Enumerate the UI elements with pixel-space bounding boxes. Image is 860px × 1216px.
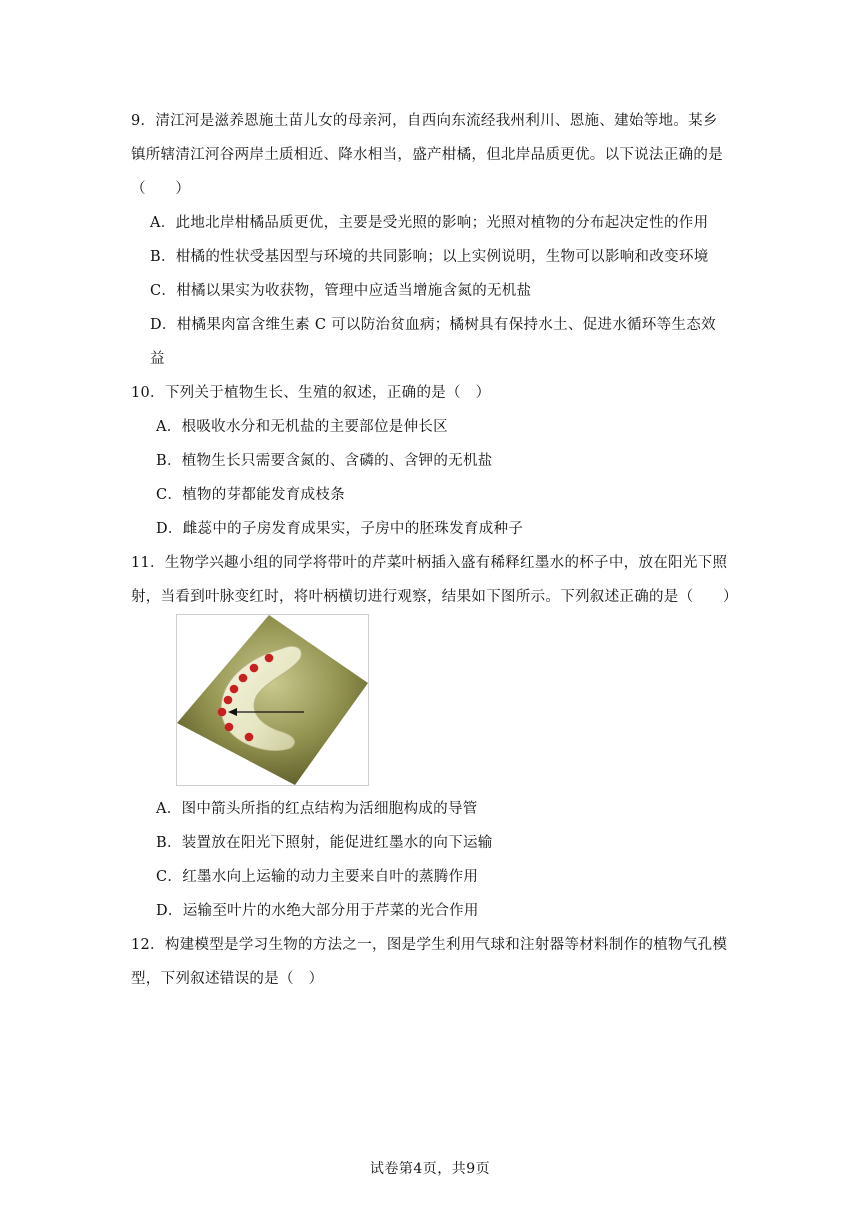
page-footer: 试卷第4页，共9页 <box>369 1161 491 1177</box>
photo-background <box>177 615 368 785</box>
question-11-option-d[interactable]: D．运输至叶片的水绝大部分用于芹菜的光合作用 <box>156 903 479 919</box>
red-dot <box>265 654 274 663</box>
question-10-option-b[interactable]: B．植物生长只需要含氮的、含磷的、含钾的无机盐 <box>156 453 493 469</box>
celery-petiole-cross-section-image <box>176 614 369 786</box>
question-10-stem: 10．下列关于植物生长、生殖的叙述，正确的是（ ） <box>131 385 491 401</box>
petiole-illustration <box>177 615 368 785</box>
question-9-option-d[interactable]: D．柑橘果肉富含维生素 C 可以防治贫血病；橘树具有保持水土、促进水循环等生态效 <box>150 317 716 333</box>
question-9-option-c[interactable]: C．柑橘以果实为收获物，管理中应适当增施含氮的无机盐 <box>150 283 532 299</box>
question-10-option-d[interactable]: D．雌蕊中的子房发育成果实，子房中的胚珠发育成种子 <box>156 521 524 537</box>
question-12-stem-line-1: 12．构建模型是学习生物的方法之一，图是学生利用气球和注射器等材料制作的植物气孔模 <box>131 937 728 953</box>
red-dot <box>224 696 233 705</box>
red-dot <box>239 674 248 683</box>
red-dot <box>230 685 239 694</box>
red-dot <box>245 733 254 742</box>
question-11-option-a[interactable]: A．图中箭头所指的红点结构为活细胞构成的导管 <box>156 801 478 817</box>
question-9-stem-line-3: （ ） <box>131 181 191 197</box>
question-9-option-b[interactable]: B．柑橘的性状受基因型与环境的共同影响；以上实例说明，生物可以影响和改变环境 <box>150 249 709 265</box>
question-9-option-a[interactable]: A．此地北岸柑橘品质更优，主要是受光照的影响；光照对植物的分布起决定性的作用 <box>150 215 709 231</box>
question-11-stem-line-2: 射，当看到叶脉变红时，将叶柄横切进行观察，结果如下图所示。下列叙述正确的是（ ） <box>131 589 738 605</box>
question-10-option-c[interactable]: C．植物的芽都能发育成枝条 <box>156 487 345 503</box>
question-9-stem-line-1: 9．清江河是滋养恩施土苗儿女的母亲河，自西向东流经我州利川、恩施、建始等地。某乡 <box>131 113 718 129</box>
red-dot <box>218 708 227 717</box>
question-12-stem-line-2: 型，下列叙述错误的是（ ） <box>131 971 324 987</box>
question-11-stem-line-1: 11．生物学兴趣小组的同学将带叶的芹菜叶柄插入盛有稀释红墨水的杯子中，放在阳光下照 <box>131 555 728 571</box>
red-dot <box>225 723 234 732</box>
question-9-option-d-continued: 益 <box>150 351 165 367</box>
red-dot <box>250 664 259 673</box>
question-9-stem-line-2: 镇所辖清江河谷两岸土质相近、降水相当，盛产柑橘，但北岸品质更优。以下说法正确的是 <box>131 147 723 163</box>
question-11-option-b[interactable]: B．装置放在阳光下照射，能促进红墨水的向下运输 <box>156 835 493 851</box>
question-10-option-a[interactable]: A．根吸收水分和无机盐的主要部位是伸长区 <box>156 419 448 435</box>
question-11-option-c[interactable]: C．红墨水向上运输的动力主要来自叶的蒸腾作用 <box>156 869 479 885</box>
